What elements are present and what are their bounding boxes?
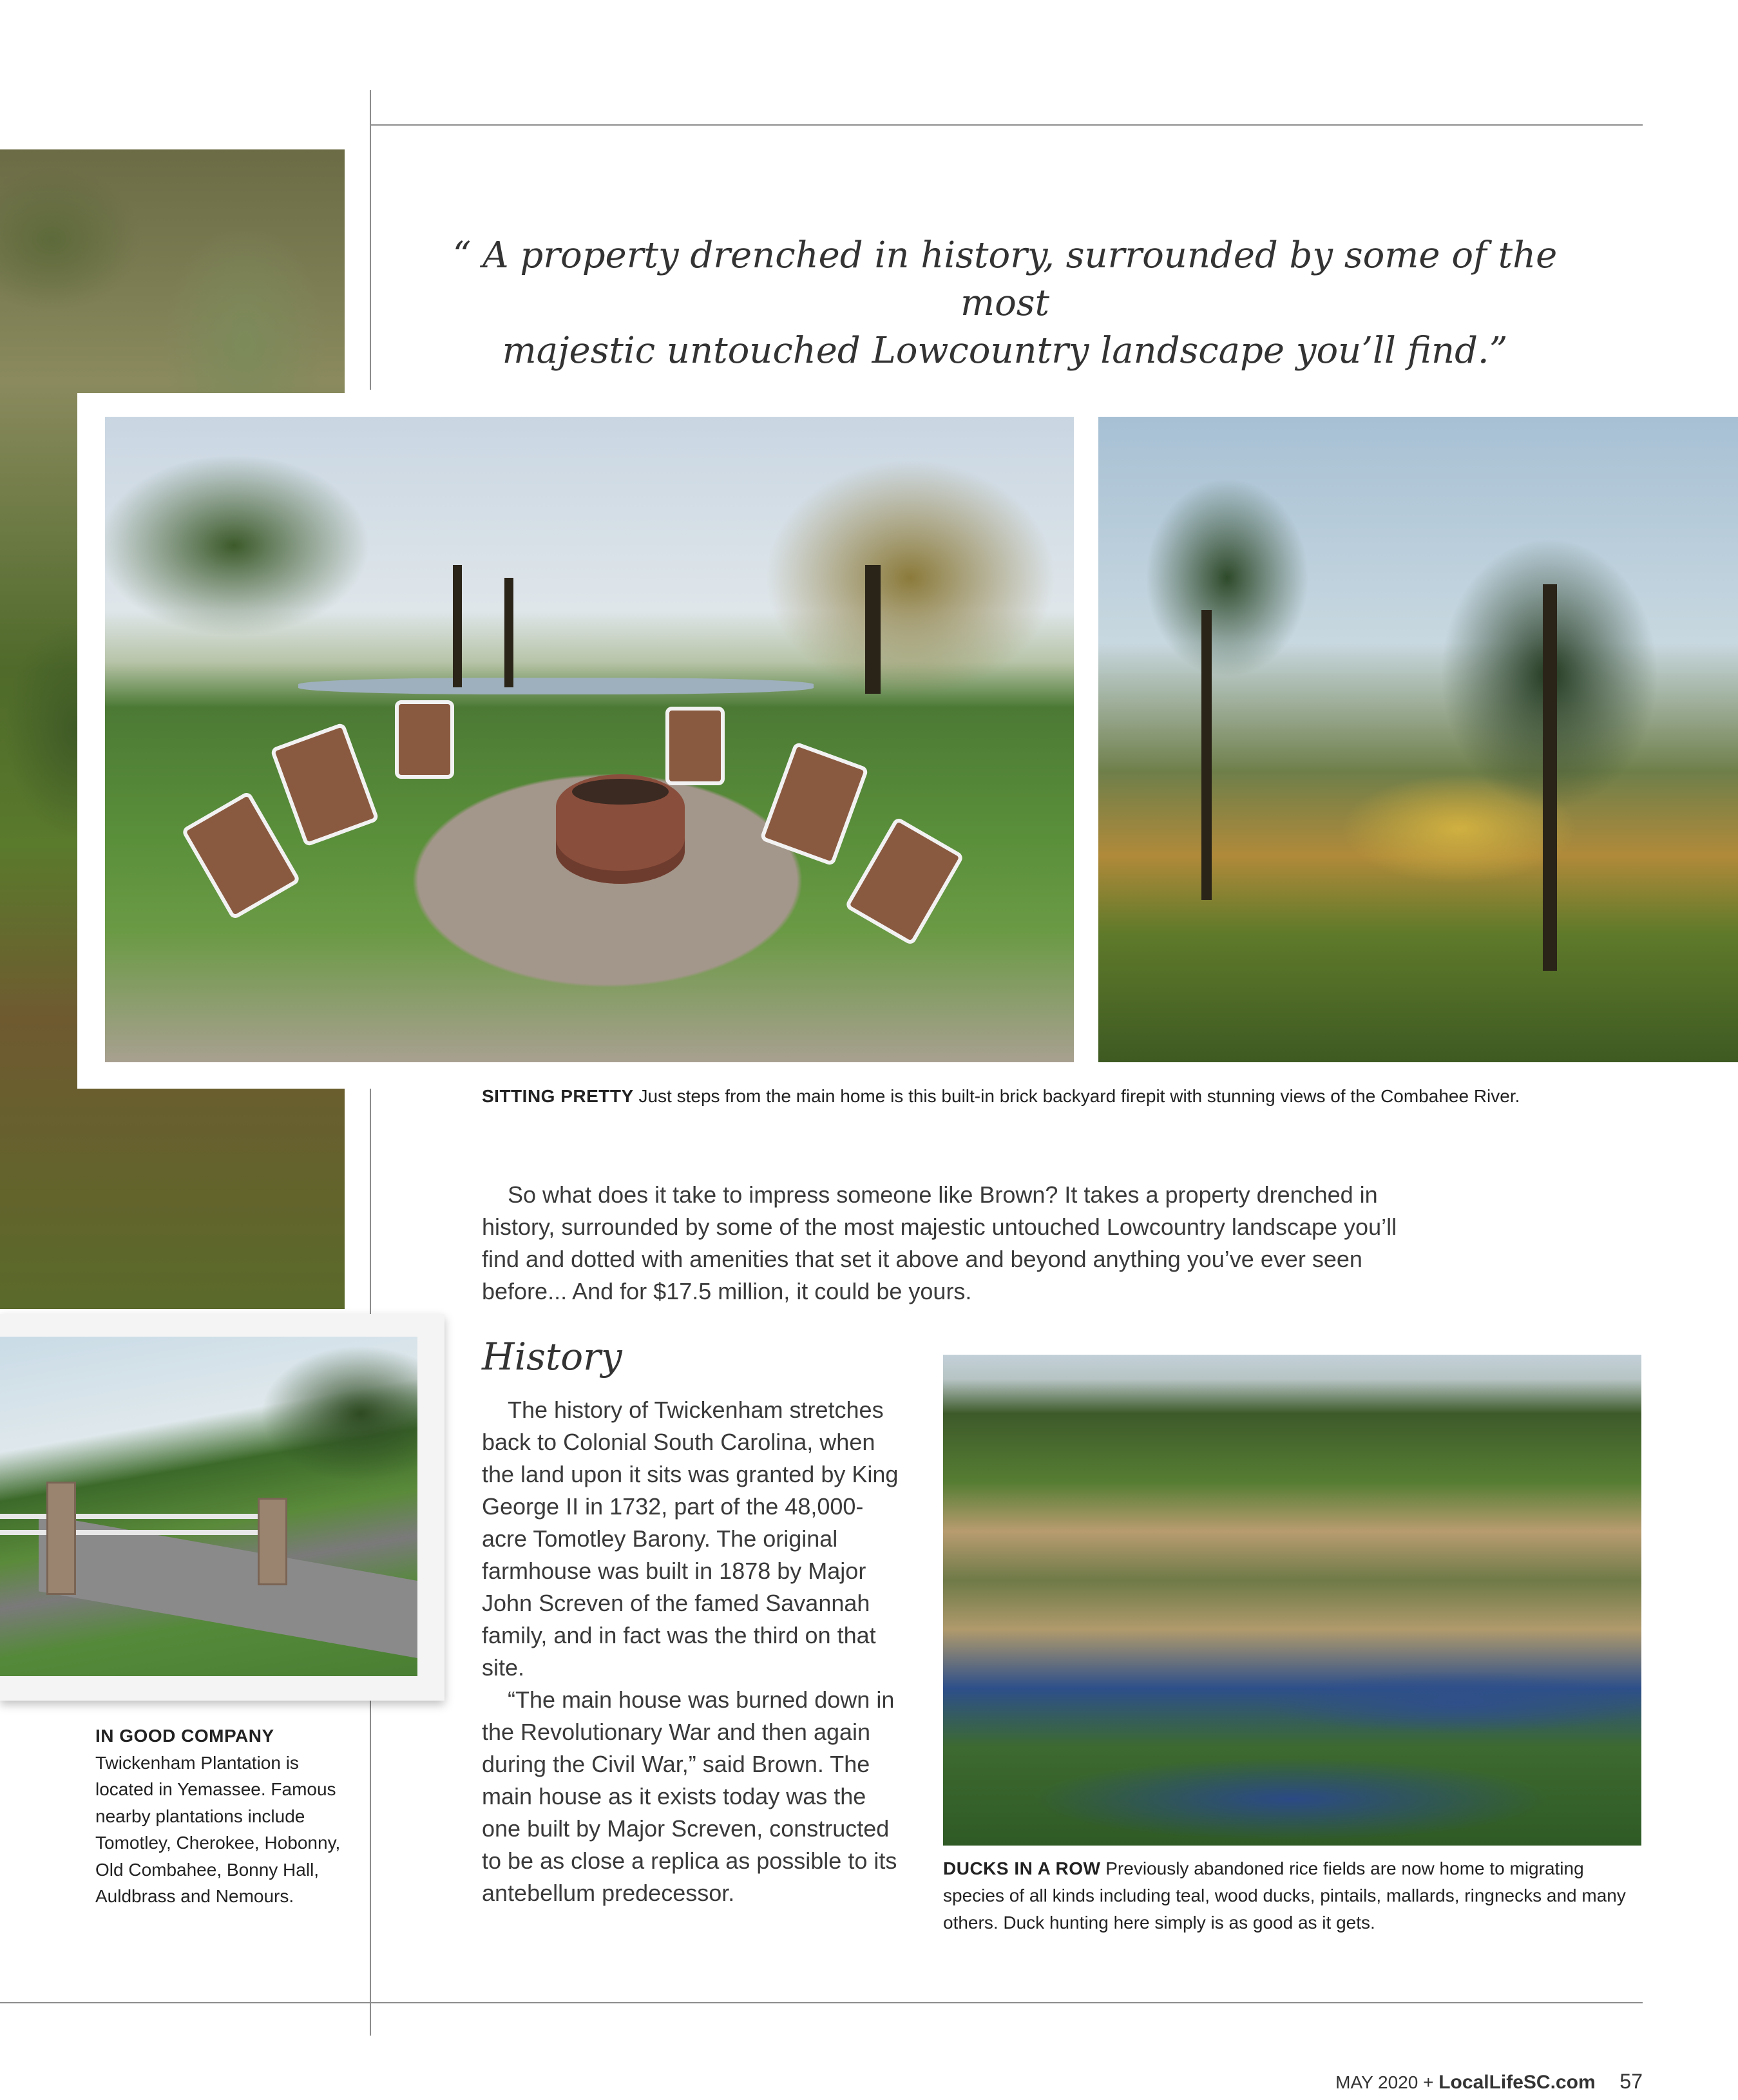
issue-date: MAY 2020 + xyxy=(1335,2072,1434,2092)
brick-gate-pillar xyxy=(258,1498,287,1585)
pine-trunk xyxy=(1543,584,1557,971)
adirondack-chair xyxy=(181,790,301,920)
gravel-road xyxy=(39,1514,417,1661)
page-number: 57 xyxy=(1619,2070,1643,2093)
adirondack-chair xyxy=(759,741,869,866)
intro-paragraph xyxy=(482,1179,1416,1308)
pine-field-photo xyxy=(1098,417,1738,1062)
history-heading: History xyxy=(482,1335,622,1379)
caption-title: DUCKS IN A ROW xyxy=(943,1858,1101,1878)
history-paragraph: “The main house was burned down in the Revolutionary War and then again during the Civil War,” said Brown. The main house as it exists today was the one built by Major Screven, constructed to be as close a replica as possible to its antebellum predecessor. xyxy=(482,1686,897,1906)
plantation-gate-photo xyxy=(0,1337,417,1676)
adirondack-chair xyxy=(845,816,965,946)
firepit-bowl xyxy=(572,779,669,805)
adirondack-chair xyxy=(665,707,725,785)
rice-fields-aerial-photo xyxy=(943,1355,1641,1846)
adirondack-chair xyxy=(395,700,454,779)
caption-text: Previously abandoned rice fields are now home to migrating species of all kinds including teal, wood ducks, pintails, mallards, ringnecks and many others. Duck hunting here simply is as good as it gets. xyxy=(943,1858,1626,1933)
top-horizontal-rule xyxy=(370,124,1643,126)
sidebar-caption-text: Twickenham Plantation is located in Yemassee. Famous nearby plantations include Tomotley, Cherokee, Hobonny, Old Combahee, Bonny Hall, Auldbrass and Nemours. xyxy=(95,1752,341,1906)
adirondack-chair xyxy=(270,722,379,847)
pull-quote-line: “ A property drenched in history, surrounded by some of the most xyxy=(452,234,1558,324)
dead-tree-trunk xyxy=(453,565,462,687)
white-fence xyxy=(0,1514,271,1519)
page-footer xyxy=(1335,2070,1643,2094)
caption-text: Just steps from the main home is this built-in brick backyard firepit with stunning views of the Combahee River. xyxy=(638,1086,1520,1106)
pull-quote-line: majestic untouched Lowcountry landscape you’ll find.” xyxy=(502,330,1508,372)
history-paragraph: The history of Twickenham stretches back to Colonial South Carolina, when the land upon it sits was granted by King George II in 1732, part of the 48,000-acre Tomotley Barony. The original farmhouse was built in 1878 by Major John Screven of the famed Savannah family, and in fact was the third on that site. xyxy=(482,1397,899,1681)
pull-quote xyxy=(438,232,1572,375)
sidebar-caption xyxy=(95,1723,353,1910)
oak-trunk xyxy=(865,565,881,694)
intro-text: So what does it take to impress someone like Brown? It takes a property drenched in history, surrounded by some of the most majestic untouched Lowcountry landscape you’ll find and dotted with amenities that set it above and beyond anything you’ve ever seen before... And for $17.5 million, it could be yours. xyxy=(482,1181,1397,1304)
website-link[interactable]: LocalLifeSC.com xyxy=(1438,2072,1596,2093)
firepit-caption xyxy=(482,1083,1616,1110)
brick-gate-pillar xyxy=(46,1482,76,1595)
marsh-caption xyxy=(943,1855,1645,1936)
top-vertical-rule xyxy=(370,90,371,390)
dead-tree-trunk xyxy=(504,578,513,687)
sidebar-caption-title: IN GOOD COMPANY xyxy=(95,1726,274,1746)
history-column xyxy=(482,1394,901,1909)
caption-title: SITTING PRETTY xyxy=(482,1086,634,1106)
white-fence xyxy=(0,1530,271,1535)
river-shape xyxy=(298,678,814,694)
bottom-horizontal-rule xyxy=(0,2002,1643,2003)
firepit-photo xyxy=(105,417,1074,1062)
pine-trunk xyxy=(1201,610,1212,900)
